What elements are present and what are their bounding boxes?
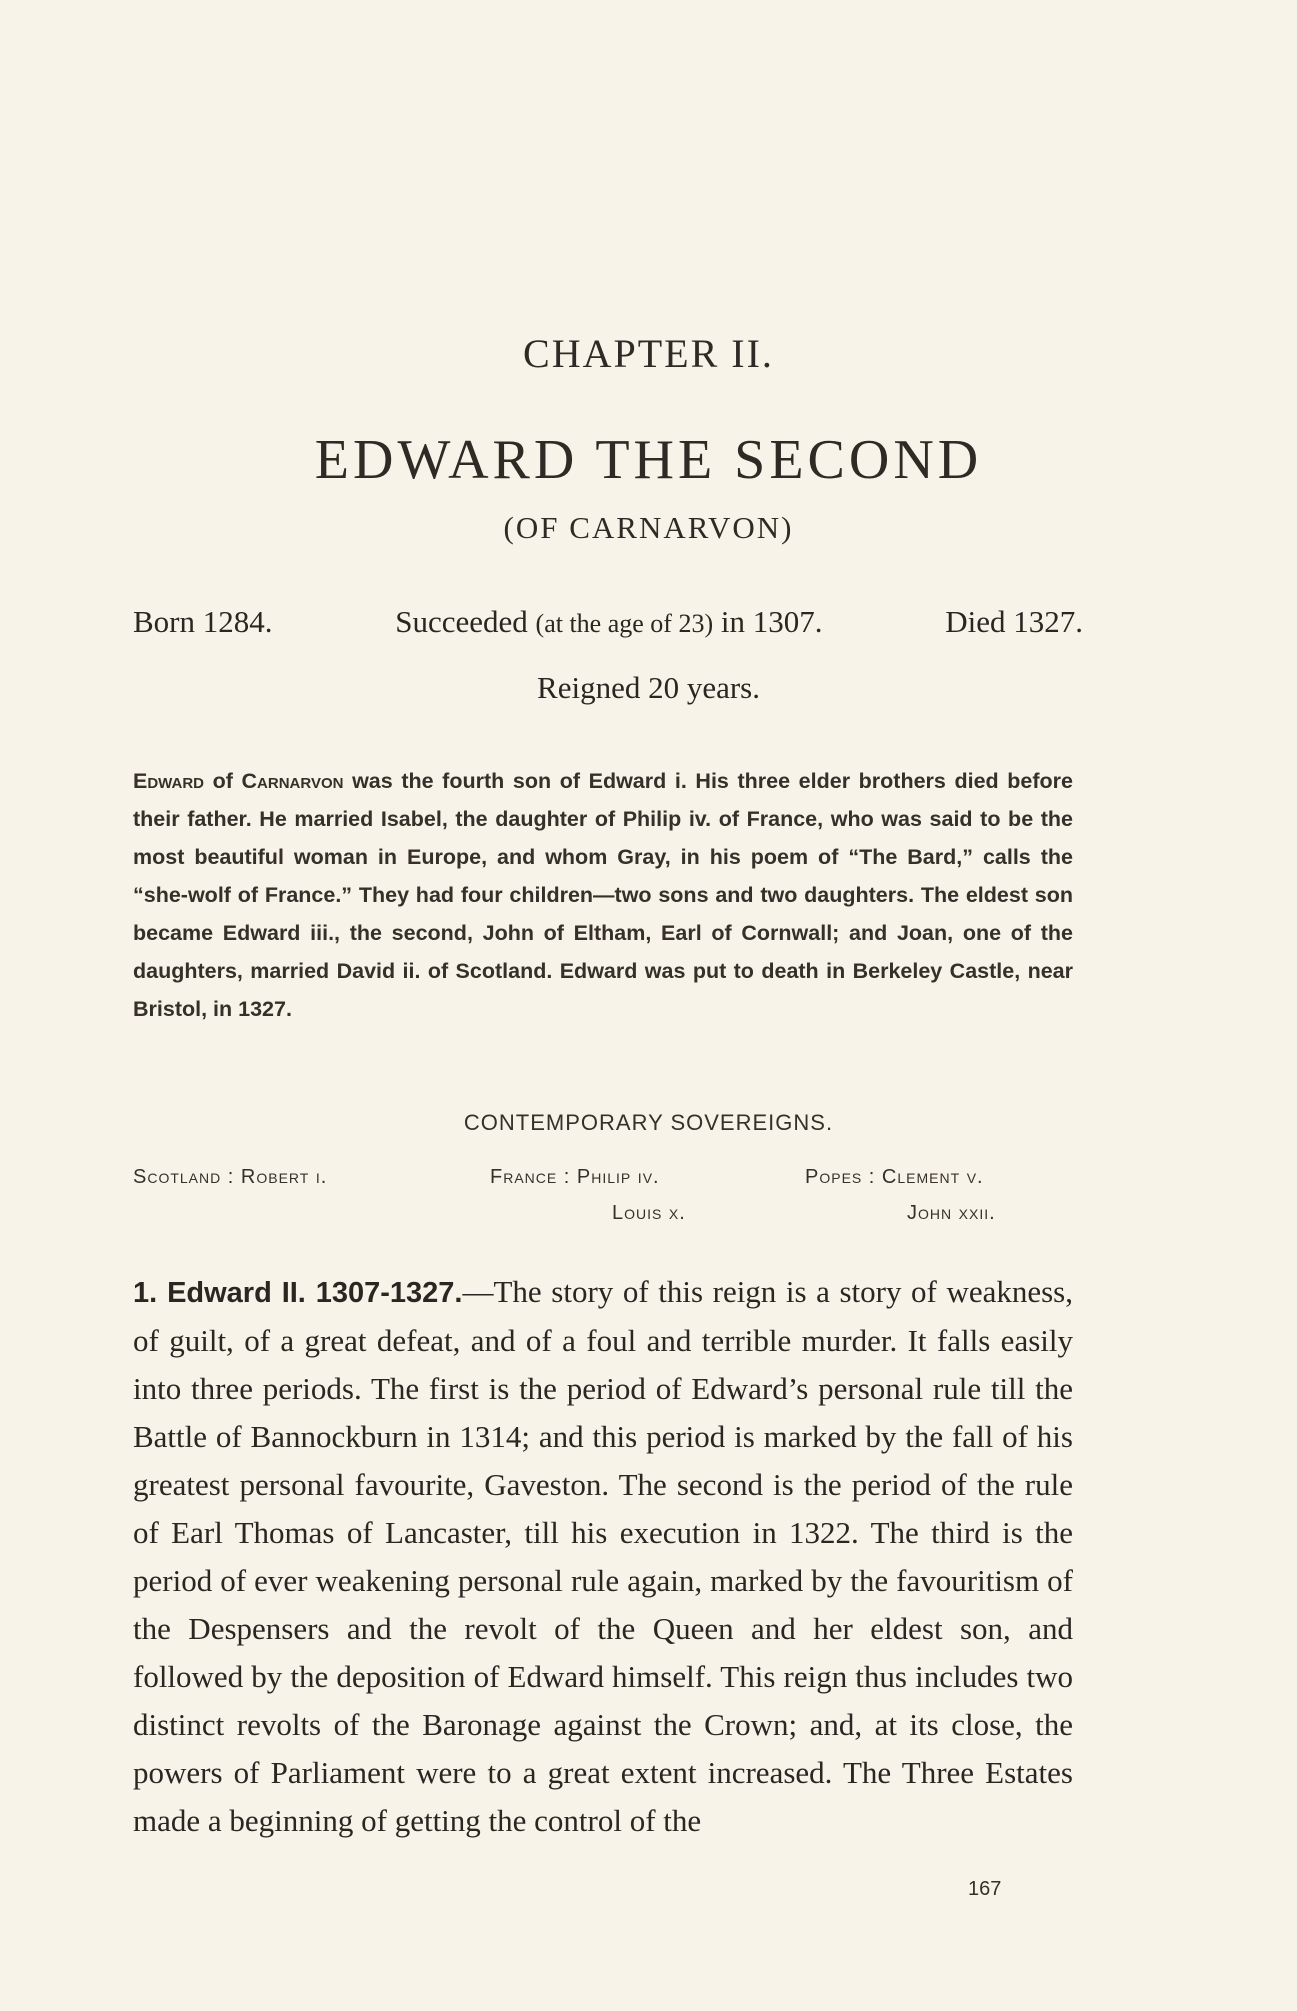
body-paragraph [133,1268,1073,1845]
died-date: Died 1327. [945,604,1083,639]
chapter-subtitle: (OF CARNARVON) [503,510,794,545]
intro-name: Edward [133,769,205,793]
chapter-title: EDWARD THE SECOND [314,429,983,491]
sovereign-popes-2: John xxii. [907,1202,996,1224]
succeeded-date [395,604,822,640]
reign-length: Reigned 20 years. [537,670,760,705]
sovereign-france: France : Philip iv. [490,1166,660,1188]
section-lead: 1. Edward II. 1307-1327. [133,1277,463,1309]
sovereign-popes: Popes : Clement v. [805,1166,984,1188]
intro-text: was the fourth son of Edward i. His three elder brothers died before their father. He married Isabel, the daughter of Philip iv. of France, who was said to be the most beautiful woman in Europe, and whom Gray, in his poem of “The Bard,” calls the “she-wolf of France.” They had four children—two sons and two daughters. The eldest son became Edward iii., the second, John of Eltham, Earl of Cornwall; and Joan, one of the daughters, married David ii. of Scotland. Edward was put to death in Berkeley Castle, near Bristol, in 1327. [133,769,1073,1021]
dates-line [133,604,1083,640]
succeeded-age: (at the age of 23) [535,609,714,638]
body-text: —The story of this reign is a story of weakness, of guilt, of a great defeat, and of a foul and terrible murder. It falls easily into three periods. The first is the period of Edward’s personal rule till the Battle of Bannockburn in 1314; and this period is marked by the fall of his greatest personal favourite, Gaveston. The second is the period of the rule of Earl Thomas of Lancaster, till his execution in 1322. The third is the period of ever weakening personal rule again, marked by the favouritism of the Despensers and the revolt of the Queen and her eldest son, and followed by the deposition of Edward himself. This reign thus includes two distinct revolts of the Baronage against the Crown; and, at its close, the powers of Parliament were to a great extent increased. The Three Estates made a beginning of getting the control of the [133,1274,1073,1838]
intro-paragraph [133,762,1073,1028]
intro-of: of [204,769,242,793]
sovereign-scotland: Scotland : Robert i. [133,1166,328,1188]
page-number: 167 [968,1878,1002,1900]
intro-place: Carnarvon [241,769,344,793]
chapter-heading: CHAPTER II. [523,331,774,376]
succeeded-label: Succeeded [395,604,528,639]
sovereign-france-2: Louis x. [612,1202,686,1224]
succeeded-year: in 1307. [720,604,823,639]
born-date: Born 1284. [133,604,273,639]
contemporary-heading: CONTEMPORARY SOVEREIGNS. [463,1110,834,1135]
